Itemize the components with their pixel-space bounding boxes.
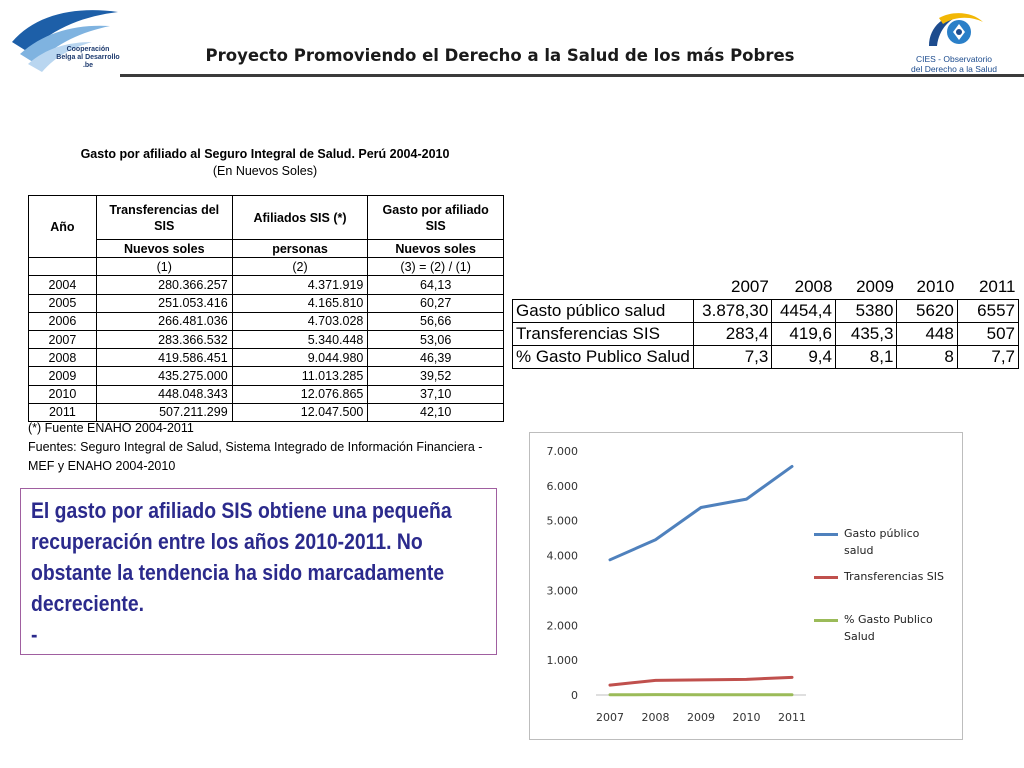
y-tick-label: 2.000 <box>546 619 578 633</box>
cell-gasto: 37,10 <box>368 385 504 403</box>
cell-transfer: 435.275.000 <box>96 367 232 385</box>
gasto-publico-table <box>512 276 1019 369</box>
title-divider <box>120 74 1024 77</box>
cell-value: 8 <box>897 345 957 368</box>
callout-text: El gasto por afiliado SIS obtiene una pequeña recuperación entre los años 2010-2011. No obstante la tendencia ha sido marcadamente decreciente. <box>31 498 452 616</box>
cell-afiliados: 12.047.500 <box>232 403 368 421</box>
cell-value: 5620 <box>897 299 957 322</box>
header-empty <box>513 276 694 299</box>
table-notes <box>28 419 488 476</box>
col-header-afiliados: Afiliados SIS (*) <box>232 196 368 240</box>
callout-box <box>20 488 497 655</box>
y-tick-label: 0 <box>571 689 578 702</box>
cell-transfer: 419.586.451 <box>96 349 232 367</box>
cell-gasto: 46,39 <box>368 349 504 367</box>
cell-afiliados: 4.165.810 <box>232 294 368 312</box>
page-title: Proyecto Promoviendo el Derecho a la Salud de los más Pobres <box>205 46 795 65</box>
cell-year: 2010 <box>29 385 97 403</box>
sis-table-caption <box>30 146 500 180</box>
cooperacion-belga-logo <box>6 2 124 78</box>
table-row <box>513 345 1019 368</box>
y-tick-label: 3.000 <box>546 584 578 598</box>
cell-value: 7,7 <box>957 345 1018 368</box>
cell-transfer: 266.481.036 <box>96 312 232 330</box>
cell-value: 283,4 <box>693 322 771 345</box>
cell-gasto: 39,52 <box>368 367 504 385</box>
legend-label-gasto: Gasto público salud <box>844 527 920 557</box>
row-label: Transferencias SIS <box>513 322 694 345</box>
x-tick-label: 2010 <box>732 711 761 724</box>
unit-transfer: Nuevos soles <box>96 240 232 258</box>
col-header-year: Año <box>29 196 97 258</box>
cell-gasto: 64,13 <box>368 276 504 294</box>
legend-swatch-transferencias <box>814 576 838 579</box>
logo-right-line-1: CIES - Observatorio <box>915 54 993 64</box>
y-tick-label: 4.000 <box>546 549 578 563</box>
footnote: (*) Fuente ENAHO 2004-2011 <box>28 421 194 435</box>
cell-afiliados: 11.013.285 <box>232 367 368 385</box>
cies-observatorio-text <box>893 54 1015 74</box>
col-header-gasto: Gasto por afiliado SIS <box>368 196 504 240</box>
sis-expense-table <box>28 195 504 422</box>
table-row <box>513 322 1019 345</box>
year-header-row <box>513 276 1019 299</box>
x-tick-label: 2008 <box>641 711 670 724</box>
callout-bullet: - <box>31 622 38 647</box>
series-line-1 <box>610 677 792 685</box>
cell-transfer: 283.366.532 <box>96 330 232 348</box>
cell-afiliados: 9.044.980 <box>232 349 368 367</box>
cell-year: 2009 <box>29 367 97 385</box>
cell-year: 2006 <box>29 312 97 330</box>
cell-year: 2007 <box>29 330 97 348</box>
year-header: 2011 <box>978 277 1016 297</box>
legend-swatch-porcentaje <box>814 619 838 622</box>
line-chart-svg <box>530 433 964 741</box>
table-row <box>29 385 504 403</box>
cies-observatorio-logo <box>893 8 1015 74</box>
cell-afiliados: 4.703.028 <box>232 312 368 330</box>
sis-table-title: Gasto por afiliado al Seguro Integral de Salud. Perú 2004-2010 <box>80 147 450 161</box>
year-header: 2010 <box>916 277 955 297</box>
logo-left-line-3: .be <box>82 62 94 69</box>
logo-left-line-1: Cooperación <box>66 46 110 53</box>
sis-table-subtitle: (En Nuevos Soles) <box>212 164 318 178</box>
cell-value: 4454,4 <box>772 299 836 322</box>
cell-year: 2005 <box>29 294 97 312</box>
cell-transfer: 507.211.299 <box>96 403 232 421</box>
y-tick-label: 6.000 <box>546 479 578 493</box>
table-row <box>29 349 504 367</box>
cell-gasto: 53,06 <box>368 330 504 348</box>
cell-transfer: 251.053.416 <box>96 294 232 312</box>
x-tick-label: 2009 <box>687 711 715 724</box>
table-row <box>29 276 504 294</box>
year-header: 2007 <box>731 277 769 297</box>
cell-afiliados: 4.371.919 <box>232 276 368 294</box>
cell-afiliados: 12.076.865 <box>232 385 368 403</box>
logo-right-line-2: del Derecho a la Salud <box>910 64 997 74</box>
cell-year: 2008 <box>29 349 97 367</box>
logo-left-line-2: Belga al Desarrollo <box>56 54 120 61</box>
cell-value: 6557 <box>957 299 1018 322</box>
row-label: Gasto público salud <box>513 299 694 322</box>
table-row <box>513 299 1019 322</box>
legend-label-transferencias: Transferencias SIS <box>844 570 945 583</box>
cell-year: 2004 <box>29 276 97 294</box>
code-year-empty <box>29 258 97 276</box>
cell-gasto: 60,27 <box>368 294 504 312</box>
cell-transfer: 280.366.257 <box>96 276 232 294</box>
cell-gasto: 42,10 <box>368 403 504 421</box>
legend-swatch-gasto <box>814 533 838 536</box>
cell-value: 3.878,30 <box>693 299 771 322</box>
cell-transfer: 448.048.343 <box>96 385 232 403</box>
x-tick-label: 2007 <box>596 711 624 724</box>
code-gasto: (3) = (2) / (1) <box>368 258 504 276</box>
table-row <box>29 367 504 385</box>
y-tick-label: 5.000 <box>546 514 578 528</box>
table-row <box>29 294 504 312</box>
table-row <box>29 312 504 330</box>
line-chart <box>529 432 963 740</box>
cell-value: 7,3 <box>693 345 771 368</box>
cell-value: 448 <box>897 322 957 345</box>
cell-value: 435,3 <box>835 322 896 345</box>
year-header: 2008 <box>794 277 833 297</box>
cell-afiliados: 5.340.448 <box>232 330 368 348</box>
y-tick-label: 1.000 <box>546 654 578 668</box>
cell-value: 419,6 <box>772 322 836 345</box>
year-header: 2009 <box>856 277 894 297</box>
legend-label-porcentaje: % Gasto Publico Salud <box>844 613 933 643</box>
cooperacion-belga-text <box>48 46 128 70</box>
cell-gasto: 56,66 <box>368 312 504 330</box>
unit-afiliados: personas <box>232 240 368 258</box>
cell-value: 507 <box>957 322 1018 345</box>
code-transfer: (1) <box>96 258 232 276</box>
y-tick-label: 7.000 <box>546 445 578 458</box>
code-afiliados: (2) <box>232 258 368 276</box>
sources-note: Fuentes: Seguro Integral de Salud, Sistema Integrado de Información Financiera - MEF y ENAHO 2004-2010 <box>28 440 483 473</box>
series-line-0 <box>610 466 792 559</box>
table-row <box>29 330 504 348</box>
cell-value: 5380 <box>835 299 896 322</box>
x-tick-label: 2011 <box>778 711 806 724</box>
cell-value: 8,1 <box>835 345 896 368</box>
cell-year: 2011 <box>29 403 97 421</box>
col-header-transfer: Transferencias del SIS <box>96 196 232 240</box>
cies-globe-icon <box>923 8 985 52</box>
cell-value: 9,4 <box>772 345 836 368</box>
unit-gasto: Nuevos soles <box>368 240 504 258</box>
row-label: % Gasto Publico Salud <box>513 345 694 368</box>
